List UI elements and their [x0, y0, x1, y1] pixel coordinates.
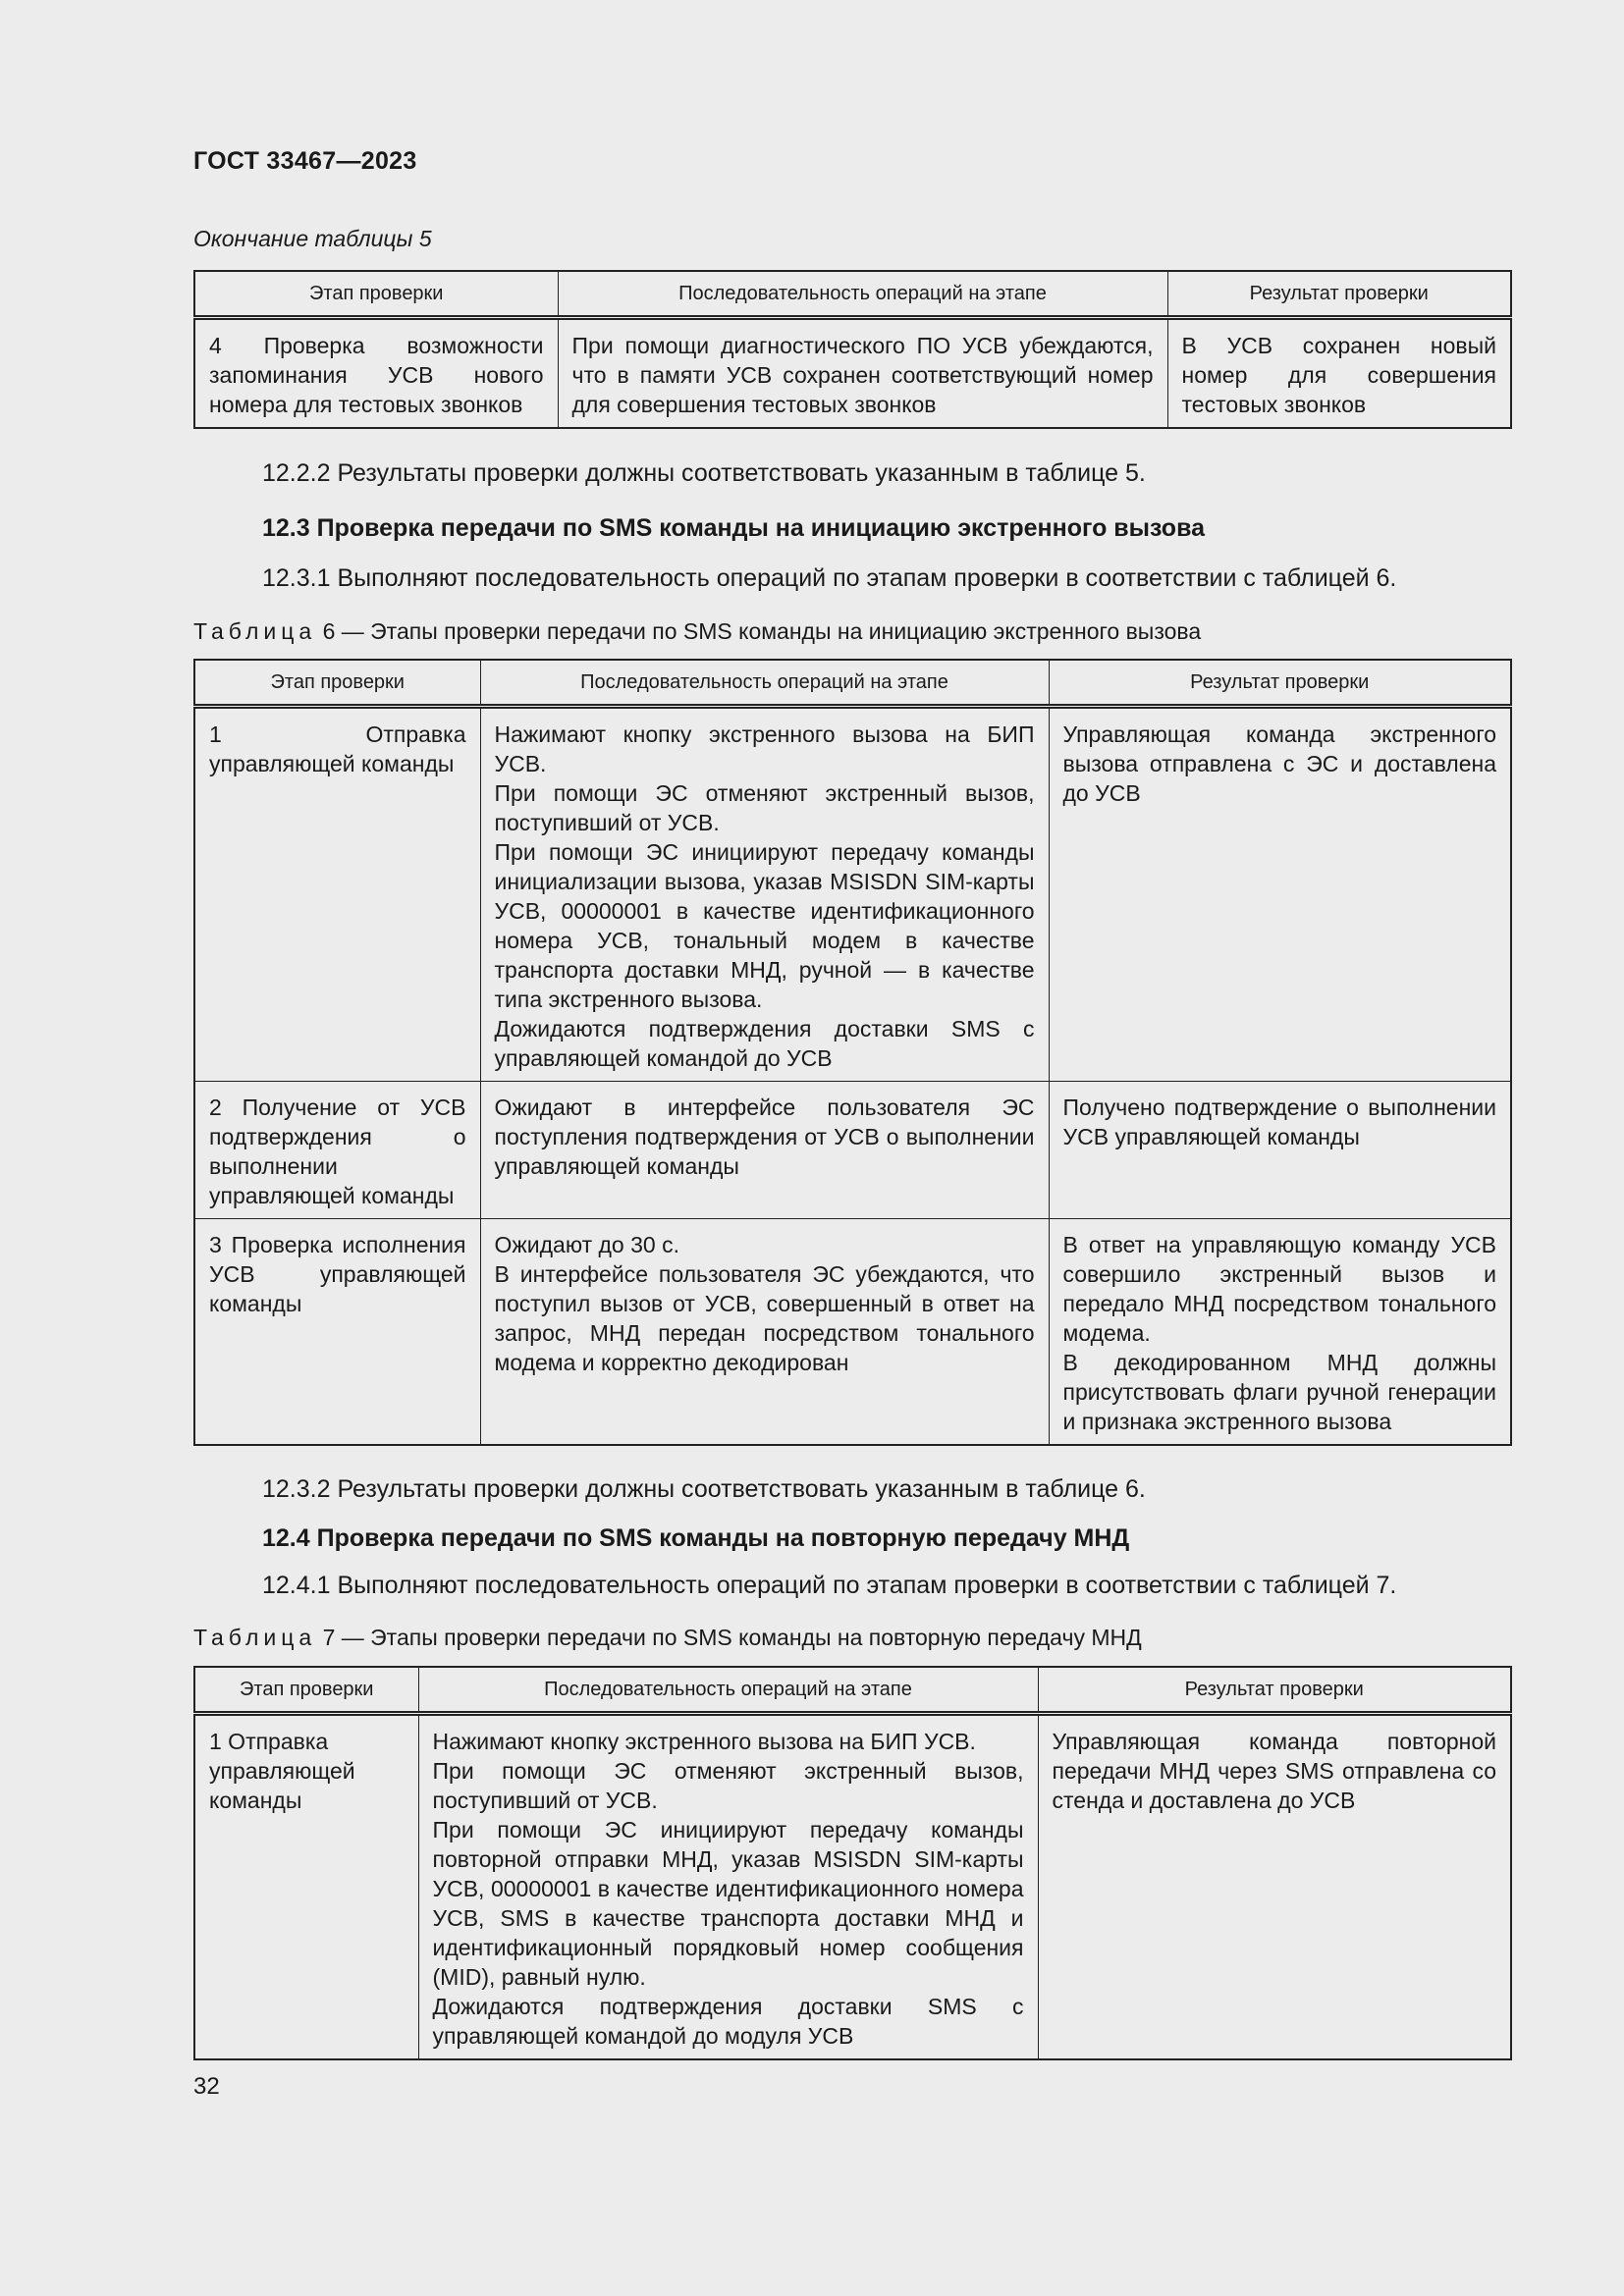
table7-caption: [193, 1625, 1142, 1651]
table5-caption: Окончание таблицы 5: [193, 226, 432, 251]
table-7: [193, 1666, 1512, 2060]
column-header-operations: Последовательность операций на этапе: [480, 660, 1049, 707]
table-row: [194, 1082, 1511, 1219]
paragraph-12-3-1: 12.3.1 Выполняют последовательность операций по этапам проверки в соответствии с таблицей 6.: [262, 564, 1397, 592]
result-cell: В ответ на управляющую команду УСВ совершило экстренный вызов и передало МНД посредством тонального модема. В декодированном МНД должны присутствовать флаги ручной генерации и признака экстренного вызова: [1049, 1219, 1511, 1446]
operations-cell: Нажимают кнопку экстренного вызова на БИП УСВ. При помощи ЭС отменяют экстренный вызов, поступивший от УСВ. При помощи ЭС инициируют передачу команды повторной отправки МНД, указав MSISDN SIM-карты УСВ, 00000001 в качестве идентификационного номера УСВ, SMS в качестве транспорта доставки МНД и идентификационный порядковый номер сообщения (MID), равный нулю. Дожидаются подтверждения доставки SMS с управляющей командой до модуля УСВ: [418, 1714, 1038, 2060]
result-cell: Получено подтверждение о выполнении УСВ управляющей команды: [1049, 1082, 1511, 1219]
document-header: ГОСТ 33467—2023: [193, 147, 417, 175]
column-header-operations: Последовательность операций на этапе: [418, 1667, 1038, 1714]
column-header-result: Результат проверки: [1038, 1667, 1511, 1714]
table-row: [194, 1714, 1511, 2060]
operations-cell: Нажимают кнопку экстренного вызова на БИП УСВ. При помощи ЭС отменяют экстренный вызов, поступивший от УСВ. При помощи ЭС инициируют передачу команды инициализации вызова, указав MSISDN SIM-карты УСВ, 00000001 в качестве идентификационного номера УСВ, тональный модем в качестве транспорта доставки МНД, ручной — в качестве типа экстренного вызова. Дожидаются подтверждения доставки SMS с управляющей командой до УСВ: [480, 707, 1049, 1082]
table-5: [193, 270, 1512, 429]
column-header-result: Результат проверки: [1167, 271, 1511, 318]
paragraph-12-3-2: 12.3.2 Результаты проверки должны соответствовать указанным в таблице 6.: [262, 1475, 1146, 1503]
operations-cell: Ожидают в интерфейсе пользователя ЭС поступления подтверждения от УСВ о выполнении управляющей команды: [480, 1082, 1049, 1219]
section-heading-12-4: 12.4 Проверка передачи по SMS команды на повторную передачу МНД: [262, 1524, 1130, 1552]
operations-cell: При помощи диагностического ПО УСВ убеждаются, что в памяти УСВ сохранен соответствующий номер для совершения тестовых звонков: [558, 318, 1167, 429]
page-number: 32: [193, 2073, 220, 2100]
stage-cell: 4 Проверка возможности запоминания УСВ нового номера для тестовых звонков: [194, 318, 558, 429]
operations-cell: Ожидают до 30 с. В интерфейсе пользователя ЭС убеждаются, что поступил вызов от УСВ, совершенный в ответ на запрос, МНД передан посредством тонального модема и корректно декодирован: [480, 1219, 1049, 1446]
stage-cell: 2 Получение от УСВ подтверждения о выполнении управляющей команды: [194, 1082, 480, 1219]
column-header-result: Результат проверки: [1049, 660, 1511, 707]
column-header-operations: Последовательность операций на этапе: [558, 271, 1167, 318]
result-cell: В УСВ сохранен новый номер для совершения тестовых звонков: [1167, 318, 1511, 429]
column-header-stage: Этап проверки: [194, 1667, 418, 1714]
stage-cell: 3 Проверка исполнения УСВ управляющей команды: [194, 1219, 480, 1446]
table-row: [194, 707, 1511, 1082]
stage-cell: 1 Отправка управляющей команды: [194, 707, 480, 1082]
paragraph-12-2-2: 12.2.2 Результаты проверки должны соответствовать указанным в таблице 5.: [262, 459, 1146, 487]
column-header-stage: Этап проверки: [194, 660, 480, 707]
table7-caption-label: Таблица: [193, 1625, 317, 1650]
result-cell: Управляющая команда экстренного вызова отправлена с ЭС и доставлена до УСВ: [1049, 707, 1511, 1082]
paragraph-12-4-1: 12.4.1 Выполняют последовательность операций по этапам проверки в соответствии с таблицей 7.: [262, 1572, 1397, 1599]
column-header-stage: Этап проверки: [194, 271, 558, 318]
stage-cell: 1 Отправка управляющей команды: [194, 1714, 418, 2060]
table6-caption-label: Таблица: [193, 618, 317, 644]
section-heading-12-3: 12.3 Проверка передачи по SMS команды на инициацию экстренного вызова: [262, 514, 1206, 542]
table6-caption-text: 6 — Этапы проверки передачи по SMS команды на инициацию экстренного вызова: [316, 618, 1202, 644]
table-row: [194, 1219, 1511, 1446]
table6-caption: [193, 618, 1201, 645]
table-6: [193, 659, 1512, 1446]
result-cell: Управляющая команда повторной передачи МНД через SMS отправлена со стенда и доставлена до УСВ: [1038, 1714, 1511, 2060]
table-row: [194, 318, 1511, 429]
table7-caption-text: 7 — Этапы проверки передачи по SMS команды на повторную передачу МНД: [316, 1625, 1142, 1650]
